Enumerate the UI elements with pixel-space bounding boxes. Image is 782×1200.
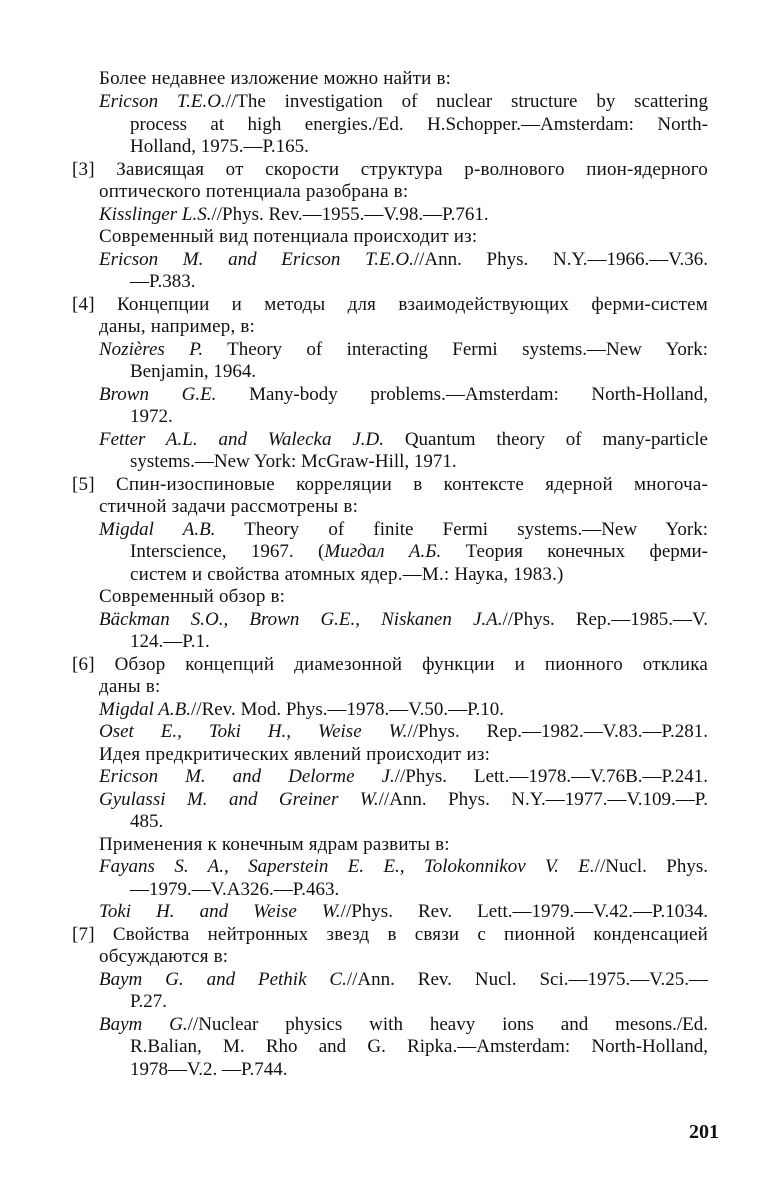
reference-line: Baym G. and Pethik C.//Ann. Rev. Nucl. Sci.—1975.—V.25.—	[99, 969, 708, 990]
text-line: systems.—New York: McGraw-Hill, 1971.	[130, 451, 457, 472]
text-line: 1972.	[130, 406, 173, 427]
text-line: R.Balian, M. Rho and G. Ripka.—Amsterdam: North-Holland,	[130, 1036, 708, 1057]
text-line: Идея предкритических явлений происходит из:	[99, 744, 491, 765]
reference-line: Ericson M. and Ericson T.E.O.//Ann. Phys. N.Y.—1966.—V.36.	[99, 249, 708, 270]
section-heading: [6] Обзор концепций диамезонной функции и пионного отклика	[72, 654, 708, 675]
reference-line: Toki H. and Weise W.//Phys. Rev. Lett.—1979.—V.42.—P.1034.	[99, 901, 708, 922]
reference-line: Migdal A.B.//Rev. Mod. Phys.—1978.—V.50.—P.10.	[99, 699, 505, 720]
text-line: 485.	[130, 811, 164, 832]
reference-line: Oset E., Toki H., Weise W.//Phys. Rep.—1982.—V.83.—P.281.	[99, 721, 709, 742]
reference-line: Nozières P. Theory of interacting Fermi systems.—New York:	[99, 339, 709, 360]
text-line: process at high energies./Ed. H.Schopper.—Amsterdam: North-	[130, 114, 708, 135]
text-line: систем и свойства атомных ядер.—М.: Наука, 1983.)	[130, 564, 564, 585]
page-number: 201	[689, 1121, 719, 1143]
reference-line: Fetter A.L. and Walecka J.D. Quantum theory of many-particle	[99, 429, 708, 450]
section-heading: [5] Спин-изоспиновые корреляции в контексте ядерной многоча-	[72, 474, 708, 495]
reference-line: Gyulassi M. and Greiner W.//Ann. Phys. N.Y.—1977.—V.109.—P.	[99, 789, 708, 810]
reference-line: Ericson M. and Delorme J.//Phys. Lett.—1978.—V.76B.—P.241.	[99, 766, 708, 787]
text-line: 1978—V.2. —P.744.	[130, 1059, 288, 1080]
reference-line: Kisslinger L.S.//Phys. Rev.—1955.—V.98.—P.761.	[99, 204, 489, 225]
text-line: Применения к конечным ядрам развиты в:	[99, 834, 450, 855]
text-line: даны, например, в:	[99, 316, 256, 337]
text-line: Holland, 1975.—P.165.	[130, 136, 309, 157]
text-line: P.27.	[130, 991, 167, 1012]
text-line: —P.383.	[130, 271, 196, 292]
reference-line: Interscience, 1967. (Мигдал А.Б. Теория конечных ферми-	[130, 541, 708, 562]
text-line: Benjamin, 1964.	[130, 361, 257, 382]
section-heading: [3] Зависящая от скорости структура p-волнового пион-ядерного	[72, 159, 708, 180]
reference-line: Bäckman S.O., Brown G.E., Niskanen J.A.//Phys. Rep.—1985.—V.	[99, 609, 708, 630]
reference-line: Brown G.E. Many-body problems.—Amsterdam: North-Holland,	[99, 384, 709, 405]
text-line: оптического потенциала разобрана в:	[99, 181, 409, 202]
reference-line: Ericson T.E.O.//The investigation of nuclear structure by scattering	[99, 91, 709, 112]
reference-line: Baym G.//Nuclear physics with heavy ions and mesons./Ed.	[99, 1014, 708, 1035]
text-line: стичной задачи рассмотрены в:	[99, 496, 359, 517]
section-heading: [4] Концепции и методы для взаимодействующих ферми-систем	[72, 294, 708, 315]
text-line: Современный вид потенциала происходит из:	[99, 226, 478, 247]
text-line: 124.—P.1.	[130, 631, 210, 652]
reference-line: Migdal A.B. Theory of finite Fermi systems.—New York:	[99, 519, 708, 540]
text-line: —1979.—V.A326.—P.463.	[130, 879, 340, 900]
text-line: обсуждаются в:	[99, 946, 229, 967]
text-line: Более недавнее изложение можно найти в:	[99, 68, 452, 89]
text-line: Современный обзор в:	[99, 586, 286, 607]
reference-line: Fayans S. A., Saperstein E. E., Tolokonnikov V. E.//Nucl. Phys.	[99, 856, 709, 877]
section-heading: [7] Свойства нейтронных звезд в связи с пионной конденсацией	[72, 924, 708, 945]
text-line: даны в:	[99, 676, 161, 697]
